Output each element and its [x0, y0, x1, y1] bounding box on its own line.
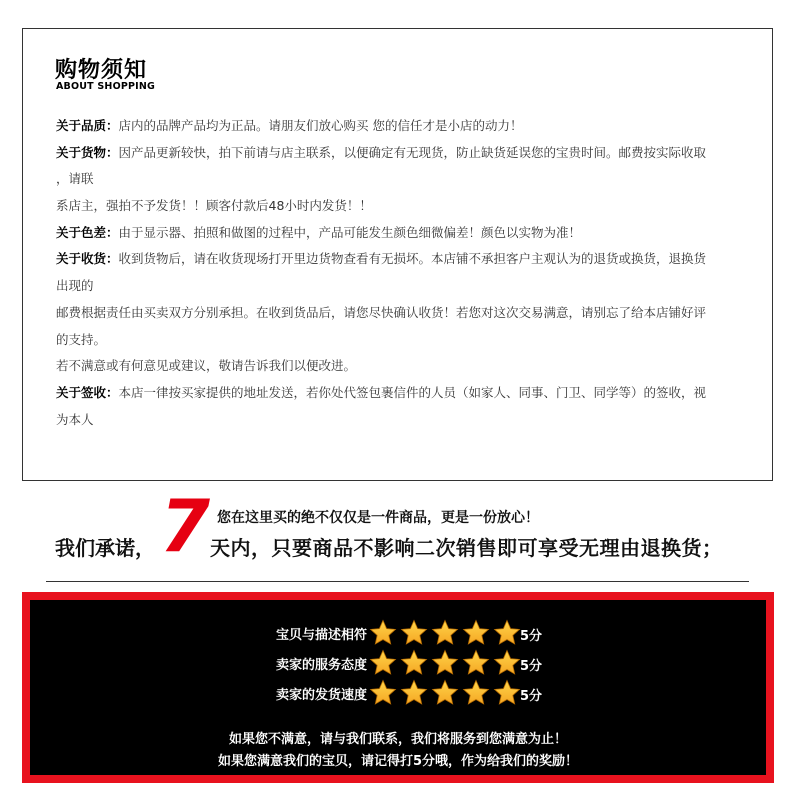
return-promise — [0, 484, 790, 576]
notice-line — [56, 273, 746, 300]
rating-stars — [368, 618, 523, 648]
notice-line — [56, 407, 746, 434]
notice-lines — [56, 113, 746, 433]
rating-panel — [22, 592, 774, 783]
star-icon — [461, 678, 491, 708]
notice-line-label: 关于品质： — [56, 118, 119, 133]
notice-line — [56, 300, 746, 327]
rating-row — [30, 648, 766, 678]
notice-line — [56, 380, 746, 407]
star-icon — [399, 678, 429, 708]
notice-line-text: 系店主，强拍不予发货！！顾客付款后48小时内发货！！ — [56, 198, 372, 214]
notice-line-text: ，请联 — [56, 171, 94, 187]
notice-line-label: 关于色差： — [56, 224, 119, 240]
promise-top-text: 您在这里买的绝不仅仅是一件商品，更是一份放心！ — [217, 510, 539, 526]
notice-subtitle: ABOUT SHOPPING — [56, 81, 156, 92]
notice-line — [56, 353, 746, 380]
star-icon — [399, 618, 429, 648]
notice-line-text: 本店一律按买家提供的地址发送，若你处代签包裹信件的人员（如家人、同事、门卫、同学等）的签收，视 — [118, 384, 707, 400]
promise-days-number: 7 — [160, 484, 211, 568]
notice-line-text: 因产品更新较快，拍下前请与店主联系，以便确定有无现货，防止缺货延误您的宝贵时间。邮费按实际收取 — [118, 144, 707, 160]
rating-footer-line: 如果您不满意，请与我们联系，我们将服务到您满意为止！ — [228, 732, 567, 747]
rating-row — [30, 678, 766, 708]
rating-label: 卖家的发货速度 — [275, 688, 367, 703]
star-icon — [430, 618, 460, 648]
notice-line — [56, 140, 746, 167]
rating-stars — [368, 648, 523, 678]
notice-line-text: 邮费根据责任由买卖双方分别承担。在收到货品后，请您尽快确认收货！若您对这次交易满意，请别忘了给本店铺好评 — [56, 304, 707, 320]
star-icon — [430, 678, 460, 708]
rating-footer-line: 如果您满意我们的宝贝，请记得打5分哦，作为给我们的奖励！ — [217, 754, 579, 769]
star-icon — [492, 648, 522, 678]
notice-line-text: 店内的品牌产品均为正品。请朋友们放心购买 您的信任才是小店的动力！ — [118, 118, 523, 133]
rating-score: 5分 — [520, 629, 543, 644]
notice-line-text: 若不满意或有何意见或建议，敬请告诉我们以便改进。 — [56, 358, 357, 374]
notice-line-text: 的支持。 — [56, 331, 107, 347]
rating-row — [30, 618, 766, 648]
notice-line-text: 为本人 — [56, 411, 94, 427]
notice-line-text: 由于显示器、拍照和做图的过程中，产品可能发生颜色细微偏差！颜色以实物为准！ — [118, 224, 582, 240]
rating-panel-inner — [30, 600, 766, 775]
rating-score: 5分 — [520, 659, 543, 674]
shopping-notice-box — [22, 28, 773, 481]
notice-line — [56, 327, 746, 354]
rating-score: 5分 — [520, 689, 543, 704]
star-icon — [399, 648, 429, 678]
notice-title: 购物须知 — [55, 58, 148, 83]
promise-main-text: 天内，只要商品不影响二次销售即可享受无理由退换货； — [210, 536, 723, 560]
notice-line-label: 关于收货： — [56, 251, 119, 267]
star-icon — [368, 678, 398, 708]
rating-stars — [368, 678, 523, 708]
notice-line — [56, 113, 746, 140]
notice-line — [56, 193, 746, 220]
rating-label: 卖家的服务态度 — [275, 658, 367, 673]
notice-line — [56, 246, 746, 273]
star-icon — [492, 618, 522, 648]
star-icon — [430, 648, 460, 678]
section-divider — [46, 581, 749, 582]
promise-left-text: 我们承诺， — [55, 536, 155, 560]
star-icon — [368, 648, 398, 678]
notice-line-label: 关于签收： — [56, 384, 119, 400]
notice-line — [56, 166, 746, 193]
star-icon — [368, 618, 398, 648]
notice-line-label: 关于货物： — [56, 144, 119, 160]
star-icon — [461, 648, 491, 678]
notice-line-text: 出现的 — [56, 278, 94, 294]
notice-line-text: 收到货物后，请在收货现场打开里边货物查看有无损坏。本店铺不承担客户主观认为的退货或换货，退换货 — [118, 251, 707, 267]
notice-line — [56, 220, 746, 247]
star-icon — [461, 618, 491, 648]
star-icon — [492, 678, 522, 708]
rating-label: 宝贝与描述相符 — [275, 628, 367, 643]
